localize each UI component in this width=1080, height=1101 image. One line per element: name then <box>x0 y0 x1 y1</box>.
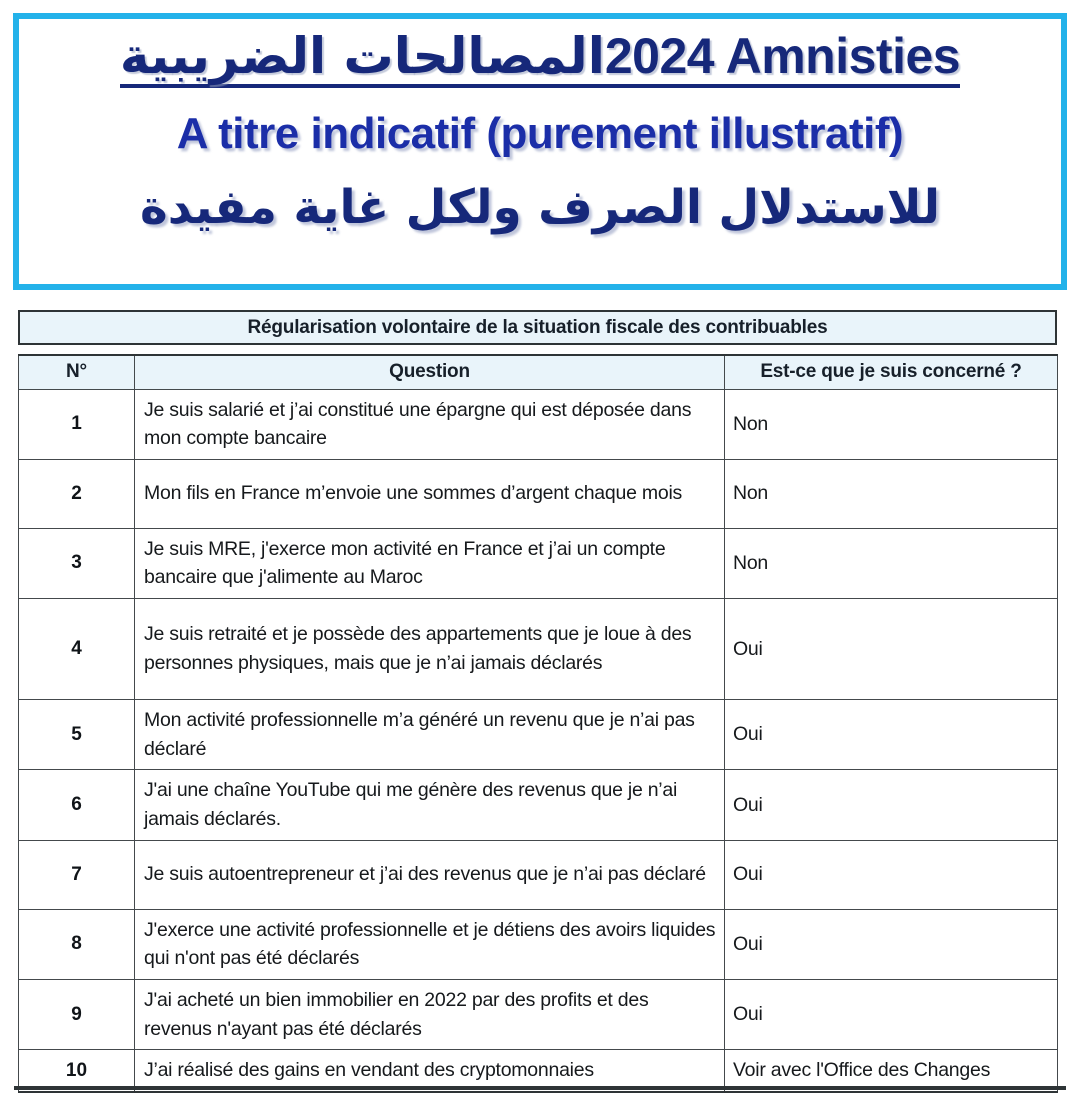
table-row <box>19 700 1058 770</box>
column-header-number: N° <box>19 355 135 389</box>
cell-number: 8 <box>19 909 135 979</box>
table-title-bar: Régularisation volontaire de la situation fiscale des contribuables <box>18 310 1057 345</box>
banner-title-latin: 2024 Amnisties <box>605 31 960 88</box>
banner-subtitle-arabic: للاستدلال الصرف ولكل غاية مفيدة <box>139 180 941 235</box>
cell-number: 5 <box>19 700 135 770</box>
cell-question: Je suis salarié et j’ai constitué une épargne qui est déposée dans mon compte bancaire <box>135 389 725 459</box>
cell-answer: Non <box>725 459 1058 528</box>
banner-subtitle-french: A titre indicatif (purement illustratif) <box>176 109 904 158</box>
cell-answer: Non <box>725 528 1058 598</box>
questions-table <box>18 354 1058 1093</box>
column-header-question: Question <box>135 355 725 389</box>
cell-answer: Oui <box>725 700 1058 770</box>
cell-question: J’ai réalisé des gains en vendant des cryptomonnaies <box>135 1050 725 1092</box>
table-row <box>19 909 1058 979</box>
cell-number: 4 <box>19 599 135 700</box>
table-bottom-rule <box>14 1086 1066 1090</box>
table-body <box>19 389 1058 1092</box>
cell-question: Mon activité professionnelle m’a généré un revenu que je n’ai pas déclaré <box>135 700 725 770</box>
cell-number: 6 <box>19 770 135 840</box>
table-row <box>19 389 1058 459</box>
cell-number: 3 <box>19 528 135 598</box>
table-row <box>19 528 1058 598</box>
cell-answer: Oui <box>725 770 1058 840</box>
cell-question: Je suis autoentrepreneur et j’ai des revenus que je n’ai pas déclaré <box>135 840 725 909</box>
table-row <box>19 770 1058 840</box>
title-banner <box>13 13 1067 290</box>
cell-answer: Voir avec l'Office des Changes <box>725 1050 1058 1092</box>
cell-question: J'exerce une activité professionnelle et je détiens des avoirs liquides qui n'ont pas été déclarés <box>135 909 725 979</box>
cell-answer: Oui <box>725 909 1058 979</box>
table-row <box>19 599 1058 700</box>
cell-question: Mon fils en France m’envoie une sommes d’argent chaque mois <box>135 459 725 528</box>
table-head <box>19 355 1058 389</box>
banner-title-arabic: المصالحات الضريبية <box>120 31 605 88</box>
cell-answer: Non <box>725 389 1058 459</box>
table-row <box>19 840 1058 909</box>
cell-answer: Oui <box>725 980 1058 1050</box>
cell-question: J'ai une chaîne YouTube qui me génère des revenus que je n’ai jamais déclarés. <box>135 770 725 840</box>
table-row <box>19 980 1058 1050</box>
cell-question: J'ai acheté un bien immobilier en 2022 par des profits et des revenus n'ayant pas été déclarés <box>135 980 725 1050</box>
table-row <box>19 459 1058 528</box>
table-header-row <box>19 355 1058 389</box>
cell-question: Je suis retraité et je possède des appartements que je loue à des personnes physiques, mais que je n’ai jamais déclarés <box>135 599 725 700</box>
questions-table-wrapper <box>18 354 1057 1093</box>
cell-answer: Oui <box>725 599 1058 700</box>
cell-number: 9 <box>19 980 135 1050</box>
cell-number: 1 <box>19 389 135 459</box>
cell-number: 7 <box>19 840 135 909</box>
column-header-answer: Est-ce que je suis concerné ? <box>725 355 1058 389</box>
cell-question: Je suis MRE, j'exerce mon activité en France et j’ai un compte bancaire que j'alimente au Maroc <box>135 528 725 598</box>
cell-number: 10 <box>19 1050 135 1092</box>
cell-number: 2 <box>19 459 135 528</box>
banner-title-line-1 <box>19 25 1061 90</box>
cell-answer: Oui <box>725 840 1058 909</box>
